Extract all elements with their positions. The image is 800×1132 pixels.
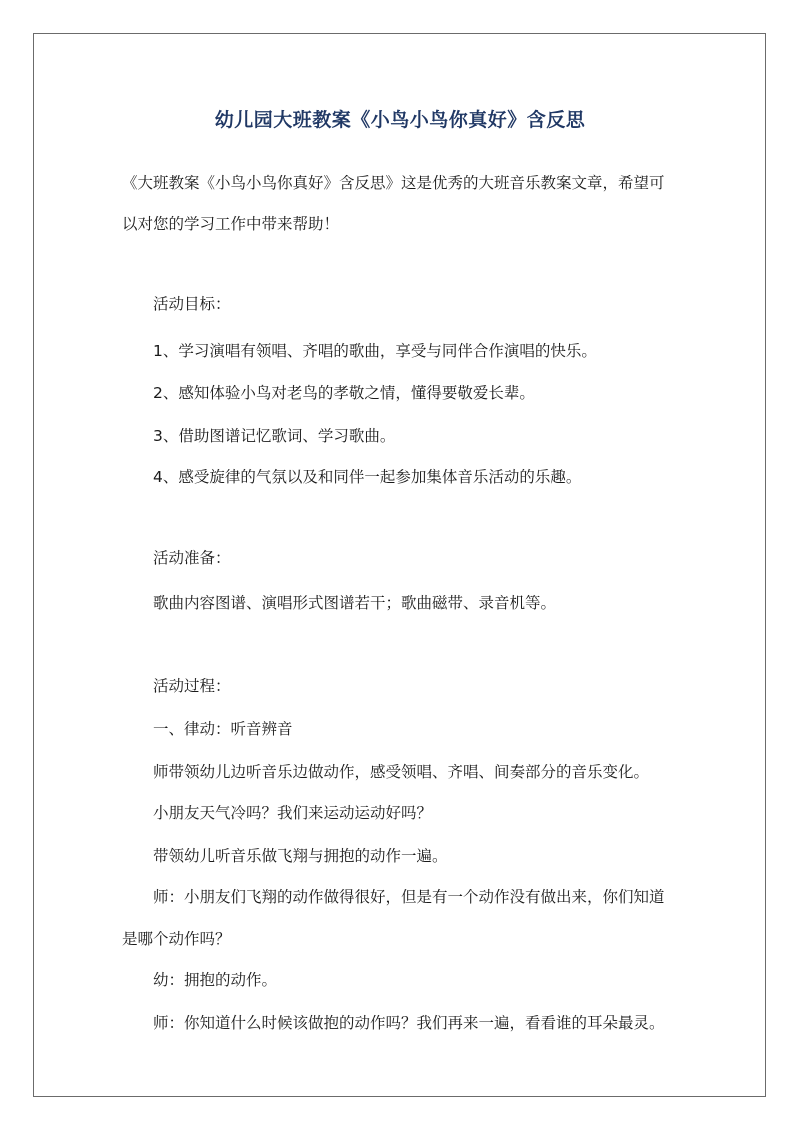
process-line-1: 一、律动：听音辨音 (153, 720, 293, 738)
document-title: 幼儿园大班教案《小鸟小鸟你真好》含反思 (214, 109, 586, 131)
goal-item-1: 1、学习演唱有领唱、齐唱的歌曲，享受与同伴合作演唱的快乐。 (153, 342, 597, 360)
goals-heading: 活动目标： (153, 295, 231, 313)
process-line-3: 小朋友天气冷吗？我们来运动运动好吗？ (153, 804, 433, 822)
process-line-6: 是哪个动作吗？ (122, 930, 231, 948)
process-line-8: 师：你知道什么时候该做抱的动作吗？我们再来一遍，看看谁的耳朵最灵。 (153, 1014, 665, 1032)
prep-text: 歌曲内容图谱、演唱形式图谱若干；歌曲磁带、录音机等。 (153, 594, 557, 612)
process-line-7: 幼：拥抱的动作。 (153, 971, 278, 989)
process-line-2: 师带领幼儿边听音乐边做动作，感受领唱、齐唱、间奏部分的音乐变化。 (153, 763, 650, 781)
prep-heading: 活动准备： (153, 549, 231, 567)
intro-text-line-2: 以对您的学习工作中带来帮助！ (122, 215, 340, 233)
goal-item-4: 4、感受旋律的气氛以及和同伴一起参加集体音乐活动的乐趣。 (153, 468, 582, 486)
process-heading: 活动过程： (153, 677, 231, 695)
process-line-4: 带领幼儿听音乐做飞翔与拥抱的动作一遍。 (153, 847, 448, 865)
goal-item-2: 2、感知体验小鸟对老鸟的孝敬之情，懂得要敬爱长辈。 (153, 384, 535, 402)
goal-item-3: 3、借助图谱记忆歌词、学习歌曲。 (153, 427, 396, 445)
intro-text-line-1: 《大班教案《小鸟小鸟你真好》含反思》这是优秀的大班音乐教案文章，希望可 (122, 174, 665, 192)
process-line-5: 师：小朋友们飞翔的动作做得很好，但是有一个动作没有做出来，你们知道 (153, 888, 665, 906)
